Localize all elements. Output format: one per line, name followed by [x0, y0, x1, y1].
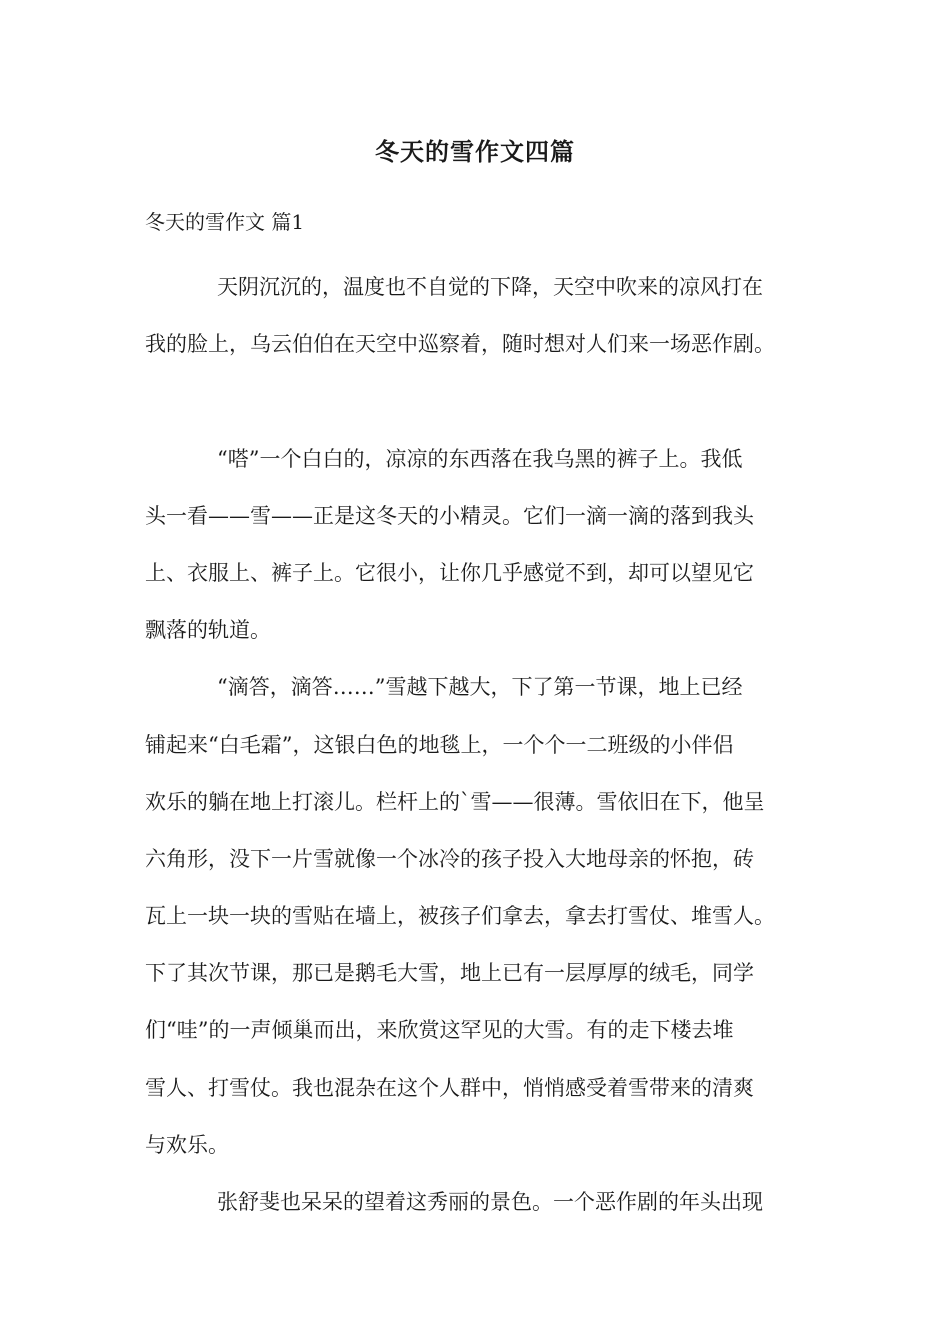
document-body — [145, 259, 810, 1231]
document-title: 冬天的雪作文四篇 — [375, 137, 575, 166]
text-line: 们“哇”的一声倾巢而出，来欣赏这罕见的大雪。有的走下楼去堆 — [145, 1018, 734, 1043]
text-line: 我的脸上，乌云伯伯在天空中巡察着，随时想对人们来一场恶作剧。 — [145, 332, 775, 357]
paragraph — [145, 431, 810, 660]
text-line: 雪人、打雪仗。我也混杂在这个人群中，悄悄感受着雪带来的清爽 — [145, 1075, 754, 1100]
text-line: 瓦上一块一块的雪贴在墙上，被孩子们拿去，拿去打雪仗、堆雪人。 — [145, 904, 775, 929]
paragraph — [145, 659, 810, 1174]
paragraph — [145, 259, 810, 373]
section-heading: 冬天的雪作文 篇1 — [145, 210, 305, 234]
text-line: 天阴沉沉的，温度也不自觉的下降，天空中吹来的凉风打在 — [217, 275, 763, 299]
text-line: 头一看——雪——正是这冬天的小精灵。它们一滴一滴的落到我头 — [145, 503, 754, 528]
text-line: 下了其次节课，那已是鹅毛大雪，地上已有一层厚厚的绒毛，同学 — [145, 961, 754, 986]
text-line: “嗒”一个白白的，凉凉的东西落在我乌黑的裤子上。我低 — [217, 446, 743, 471]
text-line: 欢乐的躺在地上打滚儿。栏杆上的`雪——很薄。雪依旧在下，他呈 — [145, 789, 765, 814]
text-line: 张舒斐也呆呆的望着这秀丽的景色。一个恶作剧的年头出现 — [217, 1190, 763, 1214]
text-line: 铺起来“白毛霜”，这银白色的地毯上，一个个一二班级的小伴侣 — [145, 732, 734, 757]
text-line: “滴答，滴答……”雪越下越大，下了第一节课，地上已经 — [217, 675, 743, 700]
text-line: 六角形，没下一片雪就像一个冰冷的孩子投入大地母亲的怀抱，砖 — [145, 846, 754, 871]
text-line: 与欢乐。 — [145, 1132, 229, 1157]
text-line: 上、衣服上、裤子上。它很小，让你几乎感觉不到，却可以望见它 — [145, 560, 754, 585]
paragraph — [145, 1174, 810, 1231]
paragraph-spacer — [145, 373, 810, 430]
text-line: 飘落的轨道。 — [145, 618, 271, 643]
